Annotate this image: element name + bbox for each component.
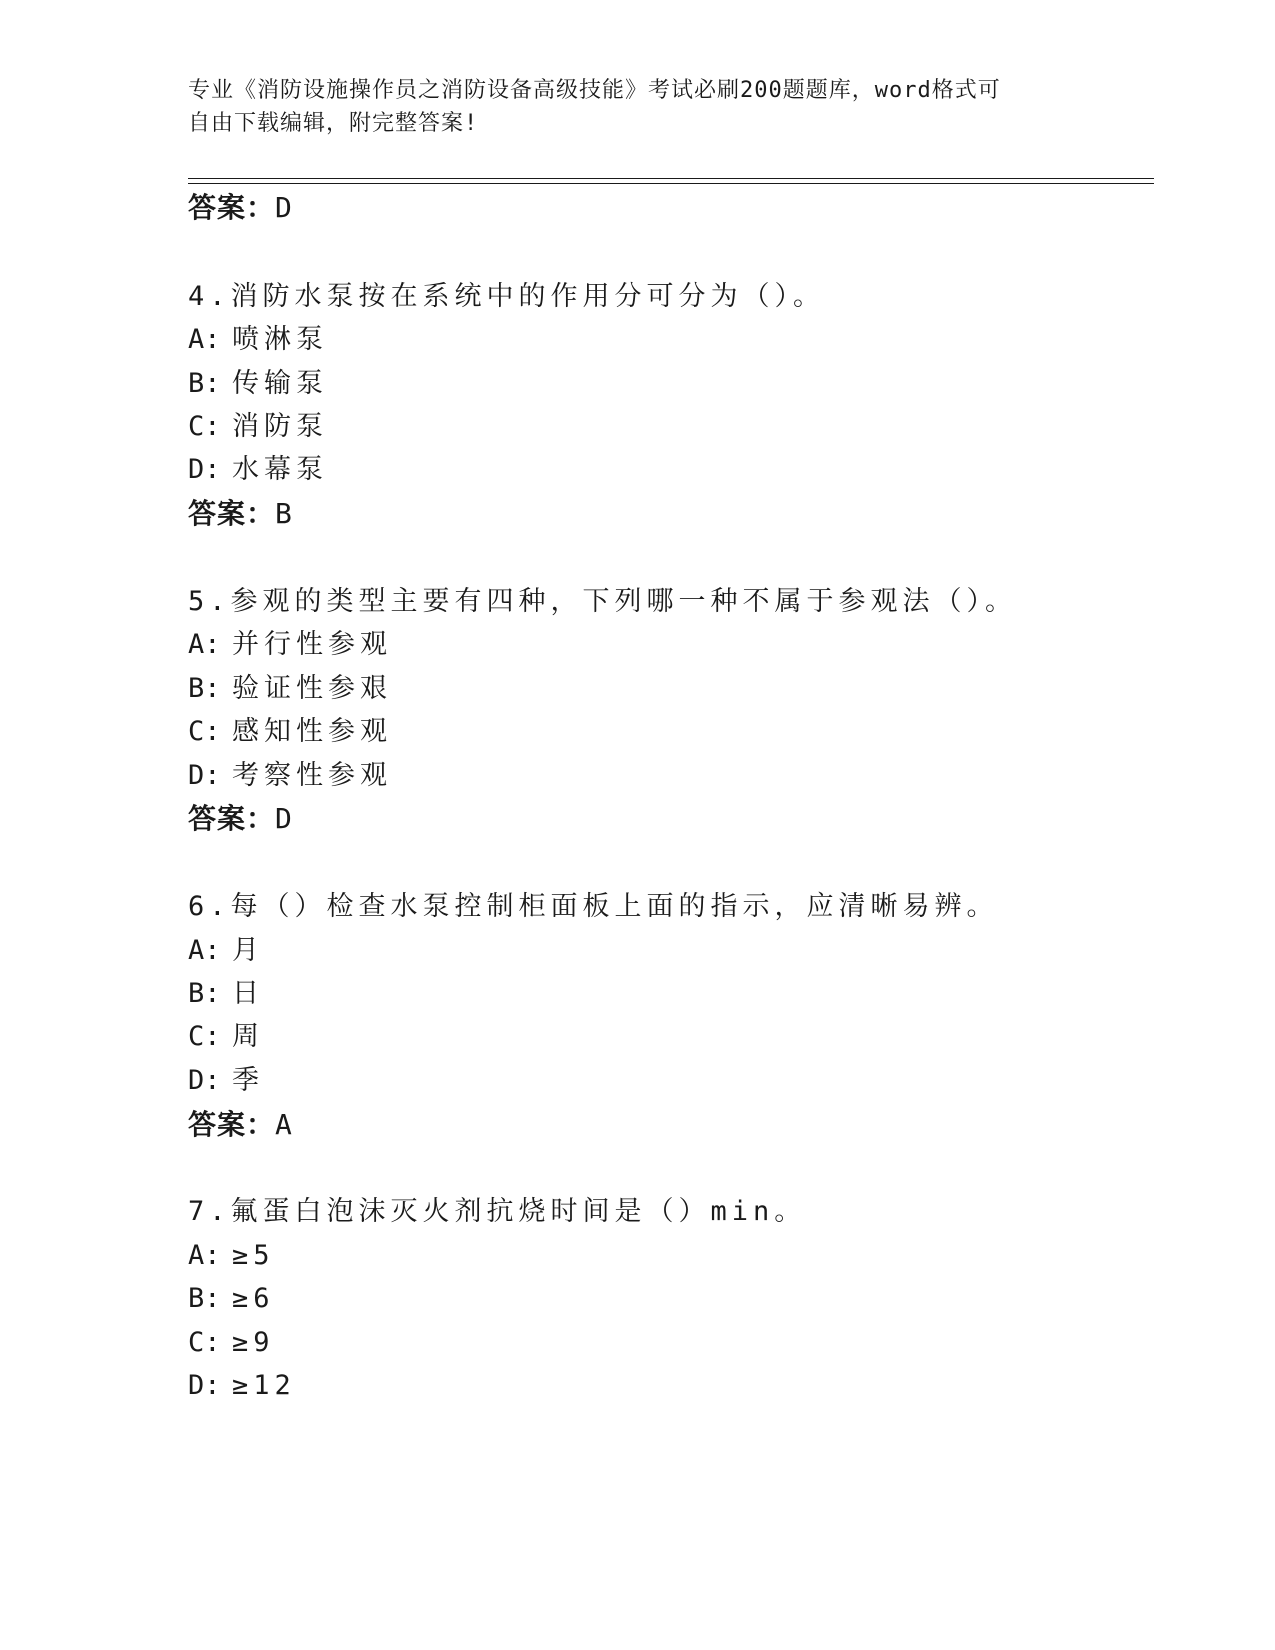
answer-value: A xyxy=(275,1108,293,1141)
question-6-option-b xyxy=(188,977,264,1011)
option-text: ≥6 xyxy=(232,1283,275,1314)
option-text: 喷淋泵 xyxy=(232,324,328,355)
question-6-stem: 6.每（）检查水泵控制柜面板上面的指示，应清晰易辨。 xyxy=(188,891,999,922)
question-6-answer xyxy=(188,1108,293,1142)
answer-prev xyxy=(188,191,293,225)
answer-label: 答案： xyxy=(188,802,276,835)
option-text: 消防泵 xyxy=(232,411,328,442)
question-7-option-b xyxy=(188,1282,275,1316)
question-5-option-b xyxy=(188,672,392,706)
option-key: B: xyxy=(188,1283,221,1314)
header-line-2: 自由下载编辑，附完整答案! xyxy=(188,111,479,136)
question-6-option-a xyxy=(188,934,264,968)
option-key: D: xyxy=(188,1370,221,1401)
option-key: C: xyxy=(188,716,221,747)
option-key: A: xyxy=(188,1240,221,1271)
option-key: D: xyxy=(188,1065,221,1096)
question-4-option-b xyxy=(188,367,328,401)
answer-label: 答案： xyxy=(188,191,276,224)
option-key: A: xyxy=(188,629,221,660)
question-6-option-c xyxy=(188,1020,264,1054)
question-7-option-d xyxy=(188,1369,296,1403)
option-text: ≥5 xyxy=(232,1240,275,1271)
question-7-option-c xyxy=(188,1326,275,1360)
option-text: 季 xyxy=(232,1065,264,1096)
option-text: 传输泵 xyxy=(232,368,328,399)
option-key: B: xyxy=(188,368,221,399)
option-key: B: xyxy=(188,978,221,1009)
header-divider-thin xyxy=(188,183,1154,184)
question-4-option-d xyxy=(188,453,328,487)
option-text: ≥9 xyxy=(232,1327,275,1358)
question-5-option-a xyxy=(188,628,392,662)
option-text: 并行性参观 xyxy=(232,629,392,660)
option-text: 周 xyxy=(232,1021,264,1052)
question-4-answer xyxy=(188,497,293,531)
question-5-option-d xyxy=(188,759,392,793)
question-5-answer xyxy=(188,802,293,836)
option-text: 考察性参观 xyxy=(232,760,392,791)
question-6-option-d xyxy=(188,1064,264,1098)
question-4-option-c xyxy=(188,410,328,444)
question-5-stem: 5.参观的类型主要有四种，下列哪一种不属于参观法（）。 xyxy=(188,586,1018,617)
option-text: 月 xyxy=(232,935,264,966)
question-7-option-a xyxy=(188,1239,275,1273)
answer-value: D xyxy=(275,191,293,224)
option-text: 水幕泵 xyxy=(232,454,328,485)
option-text: ≥12 xyxy=(232,1370,296,1401)
option-key: D: xyxy=(188,454,221,485)
document-header xyxy=(188,74,1088,140)
option-key: A: xyxy=(188,935,221,966)
answer-value: B xyxy=(275,497,293,530)
answer-label: 答案： xyxy=(188,497,276,530)
question-7-stem: 7.氟蛋白泡沫灭火剂抗烧时间是（）min。 xyxy=(188,1196,807,1227)
header-divider-thick xyxy=(188,178,1154,179)
question-5-option-c xyxy=(188,715,392,749)
option-key: C: xyxy=(188,1327,221,1358)
answer-label: 答案： xyxy=(188,1108,276,1141)
header-line-1: 专业《消防设施操作员之消防设备高级技能》考试必刷200题题库，word格式可 xyxy=(188,78,1001,103)
question-4-option-a xyxy=(188,323,328,357)
option-text: 日 xyxy=(232,978,264,1009)
option-key: C: xyxy=(188,1021,221,1052)
option-text: 验证性参艰 xyxy=(232,673,392,704)
option-key: B: xyxy=(188,673,221,704)
option-text: 感知性参观 xyxy=(232,716,392,747)
option-key: A: xyxy=(188,324,221,355)
answer-value: D xyxy=(275,802,293,835)
option-key: C: xyxy=(188,411,221,442)
option-key: D: xyxy=(188,760,221,791)
question-4-stem: 4.消防水泵按在系统中的作用分可分为（）。 xyxy=(188,281,826,312)
